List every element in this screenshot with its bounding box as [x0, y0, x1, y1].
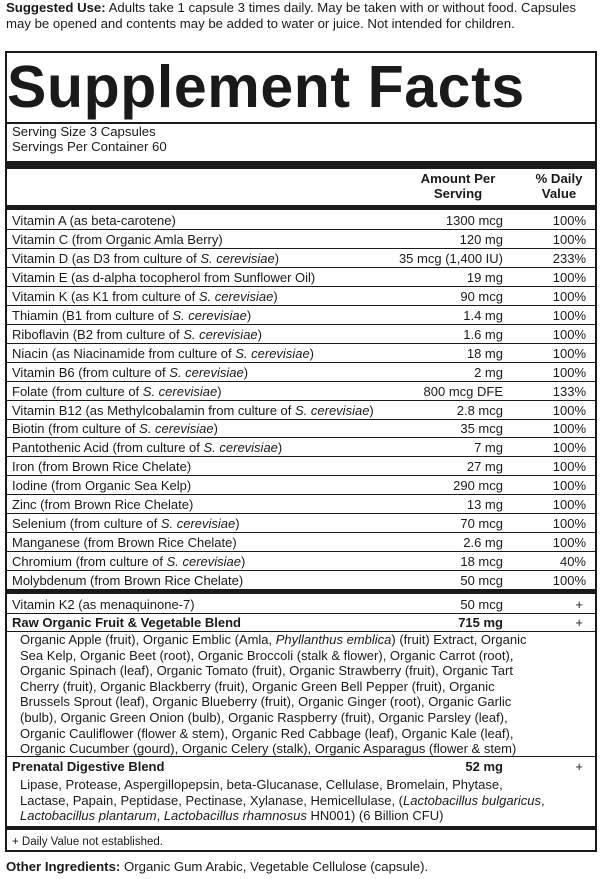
nutrient-name: Vitamin K (as K1 from culture of S. cerevisiae)	[12, 288, 278, 304]
nutrient-name: Vitamin C (from Organic Amla Berry)	[12, 231, 223, 247]
nutrient-row	[7, 306, 595, 325]
suggested-use-label: Suggested Use:	[6, 0, 106, 15]
footnote: + Daily Value not established.	[12, 836, 163, 848]
digestive-blend-row	[7, 757, 595, 776]
nutrient-amount: 35 mcg	[460, 421, 503, 437]
nutrient-amount: 1.6 mg	[463, 326, 503, 342]
nutrient-row	[7, 268, 595, 287]
nutrient-amount: 2.8 mcg	[456, 402, 503, 418]
nutrient-row	[7, 325, 595, 344]
nutrient-dv: 100%	[552, 345, 586, 361]
nutrient-amount: 27 mg	[466, 459, 503, 475]
amount-column-header: Amount Per Serving	[420, 171, 496, 201]
ingredient-line: Brussels Sprout (leaf), Organic Blueberry (fruit), Organic Ginger (root), Organic Garlic	[20, 694, 512, 710]
nutrient-name: Vitamin B12 (as Methylcobalamin from culture of S. cerevisiae)	[12, 402, 374, 418]
blend-amount: 715 mg	[458, 615, 503, 630]
nutrient-row	[7, 533, 595, 552]
nutrient-name: Vitamin D (as D3 from culture of S. cerevisiae)	[12, 250, 280, 266]
nutrient-amount: 1.4 mg	[463, 307, 503, 323]
nutrient-name: Niacin (as Niacinamide from culture of S. cerevisiae)	[12, 345, 315, 361]
nutrient-name: Zinc (from Brown Rice Chelate)	[12, 497, 194, 513]
nutrient-name: Molybdenum (from Brown Rice Chelate)	[12, 573, 244, 589]
ingredient-line: (bulb), Organic Green Onion (bulb), Organic Raspberry (fruit), Organic Parsley (leaf),	[20, 709, 508, 725]
ingredient-line: Organic Cauliflower (flower & stem), Organic Red Cabbage (leaf), Organic Kale (leaf),	[20, 725, 514, 741]
ingredient-line: Lipase, Protease, Aspergillopepsin, beta-Glucanase, Cellulase, Bromelain, Phytase,	[20, 777, 503, 792]
ingredient-line: Lactobacillus plantarum, Lactobacillus rhamnosus HN001) (6 Billion CFU)	[20, 808, 444, 824]
blend-dv: +	[575, 615, 583, 630]
daily-value-column-header: % Daily Value	[535, 171, 583, 201]
nutrient-name: Biotin (from culture of S. cerevisiae)	[12, 421, 218, 437]
nutrient-row	[7, 571, 595, 590]
blend-name: Raw Organic Fruit & Vegetable Blend	[12, 615, 241, 630]
nutrient-dv: 100%	[552, 516, 586, 532]
nutrient-amount: 7 mg	[474, 440, 503, 456]
thick-divider	[7, 826, 595, 830]
suggested-use-text: Adults take 1 capsule 3 times daily. May be taken with or without food. Capsules may be opened and contents may be added to water or juice. Not intended for children.	[6, 0, 577, 31]
nutrient-dv: 100%	[552, 573, 586, 589]
nutrient-amount: 50 mcg	[460, 597, 503, 612]
digestive-blend-ingredients	[20, 777, 592, 824]
fruit-blend-row	[7, 613, 595, 632]
nutrient-dv: 100%	[552, 535, 586, 551]
nutrient-dv: 100%	[552, 421, 586, 437]
nutrient-amount: 70 mcg	[460, 516, 503, 532]
other-ingredients	[6, 859, 428, 874]
nutrient-amount: 120 mg	[459, 231, 503, 247]
header-divider	[7, 205, 595, 210]
nutrient-dv: 100%	[552, 231, 586, 247]
nutrient-dv: 100%	[552, 307, 586, 323]
nutrient-row	[7, 552, 595, 571]
nutrient-name: Folate (from culture of S. cerevisiae)	[12, 383, 222, 399]
nutrient-name: Pantothenic Acid (from culture of S. cerevisiae)	[12, 440, 283, 456]
nutrient-row	[7, 363, 595, 382]
ingredient-line: Cherry (fruit), Organic Blackberry (fruit), Organic Green Bell Pepper (fruit), Organic	[20, 678, 495, 694]
other-ingredients-label: Other Ingredients:	[6, 859, 121, 874]
other-ingredients-text: Organic Gum Arabic, Vegetable Cellulose (capsule).	[123, 859, 429, 874]
thick-divider	[7, 161, 595, 169]
blend-dv: +	[575, 759, 583, 774]
nutrient-name: Vitamin E (as d-alpha tocopherol from Sunflower Oil)	[12, 269, 316, 285]
nutrient-row	[7, 419, 595, 438]
nutrient-amount: 18 mg	[466, 345, 503, 361]
blend-amount: 52 mg	[465, 759, 503, 774]
nutrient-row	[7, 457, 595, 476]
nutrient-name: Iodine (from Organic Sea Kelp)	[12, 478, 192, 494]
nutrient-name: Vitamin A (as beta-carotene)	[12, 213, 176, 228]
nutrient-amount: 35 mcg (1,400 IU)	[398, 250, 503, 266]
nutrient-dv: 100%	[552, 364, 586, 380]
nutrient-amount: 1300 mcg	[445, 213, 503, 228]
nutrient-dv: 100%	[552, 269, 586, 285]
nutrient-dv: 100%	[552, 478, 586, 494]
nutrient-amount: 19 mg	[466, 269, 503, 285]
nutrient-dv: 100%	[552, 497, 586, 513]
suggested-use	[6, 0, 602, 32]
nutrient-dv: 40%	[559, 554, 586, 570]
nutrient-dv: 100%	[552, 459, 586, 475]
fruit-blend-ingredients	[20, 632, 592, 757]
nutrient-name: Manganese (from Brown Rice Chelate)	[12, 535, 237, 551]
nutrient-row	[7, 344, 595, 363]
ingredient-line: Sea Kelp, Organic Beet (root), Organic Broccoli (stalk & flower), Organic Carrot (root),	[20, 647, 514, 663]
ingredient-line: Organic Spinach (leaf), Organic Tomato (fruit), Organic Strawberry (fruit), Organic Tart	[20, 663, 513, 679]
nutrient-row	[7, 211, 595, 230]
nutrient-name: Vitamin B6 (from culture of S. cerevisiae)	[12, 364, 249, 380]
nutrient-row	[7, 495, 595, 514]
blend-name: Prenatal Digestive Blend	[12, 759, 165, 774]
nutrient-dv: 100%	[552, 213, 586, 228]
panel-title: Supplement Facts	[7, 54, 525, 120]
vitamin-k2-row	[7, 595, 595, 614]
nutrient-row	[7, 438, 595, 457]
nutrient-amount: 2 mg	[474, 364, 503, 380]
nutrient-amount: 50 mcg	[460, 573, 503, 589]
nutrient-dv: 100%	[552, 440, 586, 456]
nutrient-name: Vitamin K2 (as menaquinone-7)	[12, 597, 195, 612]
nutrient-dv: 133%	[552, 383, 586, 399]
nutrient-row	[7, 230, 595, 249]
nutrient-amount: 90 mcg	[460, 288, 503, 304]
nutrient-row	[7, 249, 595, 268]
servings-per-container: Servings Per Container 60	[12, 139, 167, 154]
nutrient-row	[7, 401, 595, 420]
nutrient-row	[7, 514, 595, 533]
nutrient-name: Iron (from Brown Rice Chelate)	[12, 459, 192, 475]
nutrient-row	[7, 476, 595, 495]
nutrient-name: Chromium (from culture of S. cerevisiae)	[12, 554, 246, 570]
nutrient-name: Selenium (from culture of S. cerevisiae)	[12, 516, 240, 532]
nutrient-amount: 2.6 mg	[463, 535, 503, 551]
ingredient-line: Lactase, Papain, Peptidase, Pectinase, Xylanase, Hemicellulase, (Lactobacillus bulgaricus,	[20, 792, 545, 808]
nutrient-name: Riboflavin (B2 from culture of S. cerevisiae)	[12, 326, 262, 342]
nutrient-name: Thiamin (B1 from culture of S. cerevisiae)	[12, 307, 252, 323]
nutrient-dv: +	[575, 597, 583, 612]
nutrient-dv: 100%	[552, 326, 586, 342]
serving-info	[12, 124, 167, 154]
nutrient-amount: 13 mg	[466, 497, 503, 513]
nutrient-dv: 100%	[552, 402, 586, 418]
ingredient-line: Organic Cucumber (gourd), Organic Celery (stalk), Organic Asparagus (flower & stem)	[20, 741, 517, 757]
nutrient-amount: 290 mcg	[453, 478, 503, 494]
nutrient-row	[7, 382, 595, 401]
nutrient-dv: 233%	[552, 250, 586, 266]
nutrient-dv: 100%	[552, 288, 586, 304]
serving-size: Serving Size 3 Capsules	[12, 124, 156, 139]
nutrient-row	[7, 287, 595, 306]
section-divider	[7, 590, 595, 594]
nutrient-amount: 800 mcg DFE	[423, 383, 503, 399]
nutrient-amount: 18 mcg	[460, 554, 503, 570]
ingredient-line: Organic Apple (fruit), Organic Emblic (Amla, Phyllanthus emblica) (fruit) Extract, Organic	[20, 632, 527, 647]
